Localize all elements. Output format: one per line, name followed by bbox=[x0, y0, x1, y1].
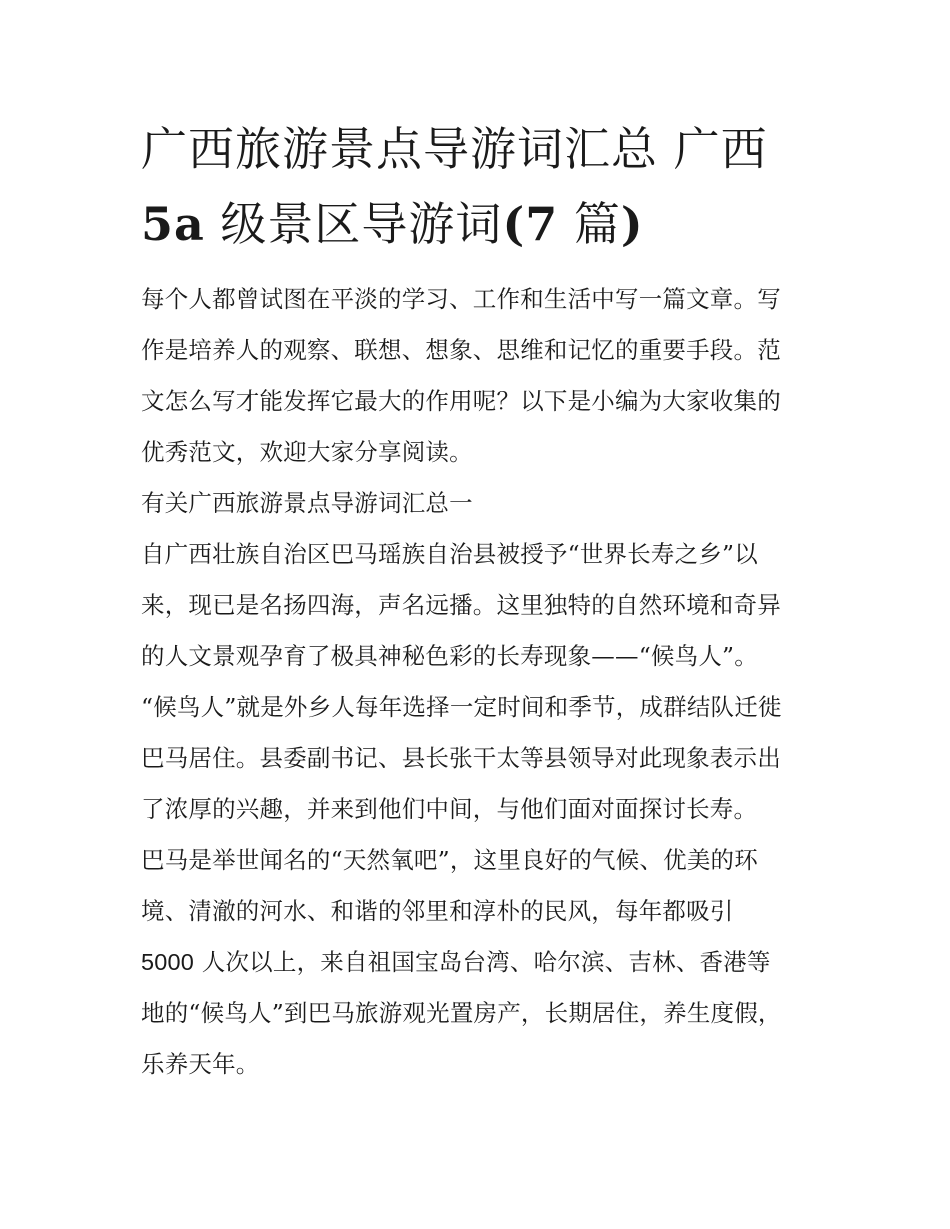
title-line-2 bbox=[141, 187, 813, 262]
title-line-1: 广西旅游景点导游词汇总 广西 bbox=[141, 122, 768, 176]
text-line: 的人文景观孕育了极具神秘色彩的长寿现象——“候鸟人”。 bbox=[141, 642, 758, 670]
text-line: 作是培养人的观察、联想、想象、思维和记忆的重要手段。范 bbox=[141, 336, 781, 364]
paragraph-3 bbox=[141, 835, 813, 1090]
paragraph-1 bbox=[141, 529, 813, 682]
visitor-count: 5000 bbox=[141, 949, 195, 975]
text-line: 了浓厚的兴趣，并来到他们中间，与他们面对面探讨长寿。 bbox=[141, 795, 758, 823]
text-line: 乐养天年。 bbox=[141, 1050, 260, 1078]
text-line: 自广西壮族自治区巴马瑶族自治县被授予“世界长寿之乡”以 bbox=[141, 540, 758, 568]
text-line: 有关广西旅游景点导游词汇总一 bbox=[141, 489, 473, 517]
title-count-close: ) bbox=[620, 197, 644, 251]
title-count-unit: 篇 bbox=[558, 197, 621, 251]
text-segment: 人次以上，来自祖国宝岛台湾、哈尔滨、吉林、香港等 bbox=[194, 948, 771, 976]
document-body bbox=[141, 274, 813, 1090]
paragraph-2 bbox=[141, 682, 813, 835]
intro-paragraph bbox=[141, 274, 813, 478]
text-line: 文怎么写才能发挥它最大的作用呢？以下是小编为大家收集的 bbox=[141, 387, 781, 415]
document-page bbox=[141, 112, 813, 1090]
text-line: “候鸟人”就是外乡人每年选择一定时间和季节，成群结队迁徙 bbox=[141, 693, 782, 721]
document-title bbox=[141, 112, 813, 262]
text-line: 每个人都曾试图在平淡的学习、工作和生活中写一篇文章。写 bbox=[141, 285, 781, 313]
title-middle: 级景区导游词 bbox=[204, 197, 503, 251]
text-line bbox=[141, 937, 813, 988]
title-count-open: (7 bbox=[502, 197, 559, 251]
text-line: 巴马是举世闻名的“天然氧吧”，这里良好的气候、优美的环 bbox=[141, 846, 758, 874]
text-line: 巴马居住。县委副书记、县长张干太等县领导对此现象表示出 bbox=[141, 744, 781, 772]
title-grade: 5a bbox=[141, 197, 205, 251]
text-line: 境、清澈的河水、和谐的邻里和淳朴的民风，每年都吸引 bbox=[141, 897, 734, 925]
text-line: 优秀范文，欢迎大家分享阅读。 bbox=[141, 438, 473, 466]
text-line: 来，现已是名扬四海，声名远播。这里独特的自然环境和奇异 bbox=[141, 591, 781, 619]
section-heading bbox=[141, 478, 813, 529]
text-line: 地的“候鸟人”到巴马旅游观光置房产，长期居住，养生度假， bbox=[141, 999, 782, 1027]
